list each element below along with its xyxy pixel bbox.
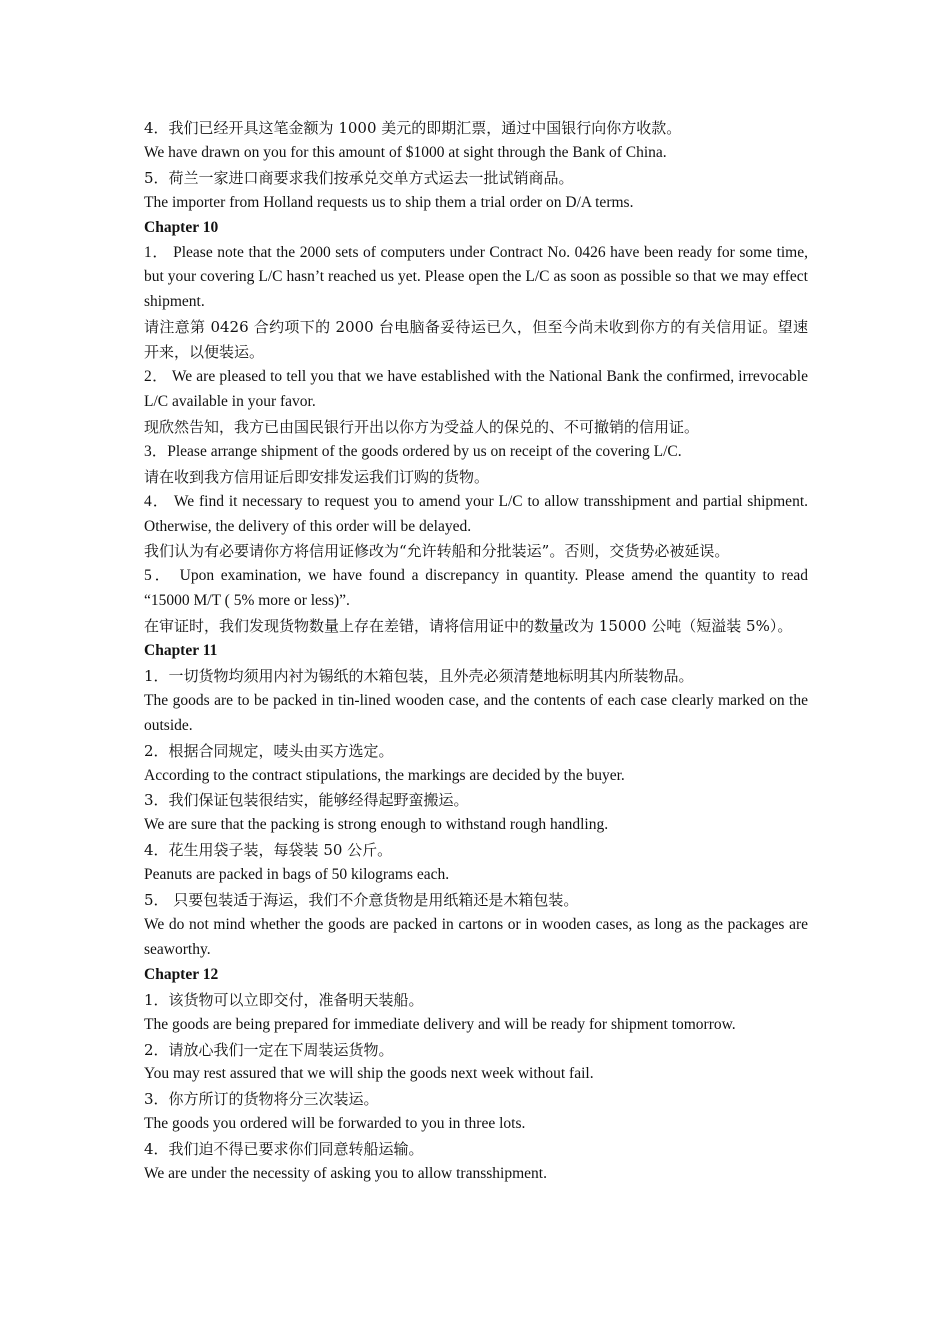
paragraph-ch12-2-zh: 2．请放心我们一定在下周装运货物。 [144,1040,394,1059]
document-page [144,116,808,1187]
paragraph-ch12-4-zh: 4．我们迫不得已要求你们同意转船运输。 [144,1140,424,1159]
paragraph-ch11-3-zh: 3．我们保证包装很结实，能够经得起野蛮搬运。 [144,791,469,810]
paragraph-ch10-3-en: 3．Please arrange shipment of the goods ordered by us on receipt of the covering L/C. [144,442,682,460]
paragraph-ch10-5-zh: 在审证时，我们发现货物数量上存在差错，请将信用证中的数量改为 15000 公吨（短溢装 5%）。 [144,617,793,636]
paragraph-ch11-1-en: The goods are to be packed in tin-lined wooden case, and the contents of each case clearly marked on the outside. [144,691,808,734]
chapter-10-heading: Chapter 10 [144,218,219,236]
paragraph-ch10-3-zh: 请在收到我方信用证后即安排发运我们订购的货物。 [144,467,490,486]
paragraph-ch10-5-en: 5． Upon examination, we have found a discrepancy in quantity. Please amend the quantity to read “15000 M/T ( 5% more or less)”. [144,567,808,610]
paragraph-ch10-2-zh: 现欣然告知，我方已由国民银行开出以你方为受益人的保兑的、不可撤销的信用证。 [144,417,700,436]
paragraph-ch10-4-en: 4． We find it necessary to request you to amend your L/C to allow transshipment and partial shipment. Otherwise, the delivery of this order will be delayed. [144,492,808,535]
paragraph-ch10-1-en: 1． Please note that the 2000 sets of computers under Contract No. 0426 have been ready for some time, but your covering L/C hasn’t reached us yet. Please open the L/C as soon as possible so that we may effect shipment. [144,243,808,311]
paragraph-ch10-2-en: 2． We are pleased to tell you that we have established with the National Bank the confirmed, irrevocable L/C available in your favor. [144,368,808,410]
chapter-12-heading: Chapter 12 [144,965,219,983]
paragraph-ch9-5-zh: 5．荷兰一家进口商要求我们按承兑交单方式运去一批试销商品。 [144,168,574,187]
paragraph-ch12-1-en: The goods are being prepared for immediate delivery and will be ready for shipment tomorrow. [144,1015,736,1033]
paragraph-ch12-3-zh: 3．你方所订的货物将分三次装运。 [144,1090,379,1109]
paragraph-ch11-2-zh: 2．根据合同规定，唛头由买方选定。 [144,741,394,760]
paragraph-ch12-1-zh: 1．该货物可以立即交付，准备明天装船。 [144,990,424,1009]
paragraph-ch12-4-en: We are under the necessity of asking you to allow transshipment. [144,1165,547,1183]
paragraph-ch11-5-zh: 5． 只要包装适于海运，我们不介意货物是用纸箱还是木箱包装。 [144,891,579,910]
paragraph-ch12-2-en: You may rest assured that we will ship the goods next week without fail. [144,1065,594,1083]
chapter-11-heading: Chapter 11 [144,642,218,660]
paragraph-ch11-4-zh: 4．花生用袋子装，每袋装 50 公斤。 [144,841,393,860]
paragraph-ch9-5-en: The importer from Holland requests us to ship them a trial order on D/A terms. [144,193,634,211]
paragraph-ch11-2-en: According to the contract stipulations, the markings are decided by the buyer. [144,766,625,784]
paragraph-ch11-1-zh: 1．一切货物均须用内衬为锡纸的木箱包装，且外壳必须清楚地标明其内所装物品。 [144,666,694,685]
paragraph-ch12-3-en: The goods you ordered will be forwarded to you in three lots. [144,1115,526,1133]
paragraph-ch11-3-en: We are sure that the packing is strong enough to withstand rough handling. [144,816,609,834]
paragraph-ch11-5-en: We do not mind whether the goods are packed in cartons or in wooden cases, as long as the packages are seaworthy. [144,916,808,958]
paragraph-ch9-4-en: We have drawn on you for this amount of $1000 at sight through the Bank of China. [144,143,667,161]
paragraph-ch10-4-zh: 我们认为有必要请你方将信用证修改为“允许转船和分批装运”。否则，交货势必被延误。 [144,542,730,561]
paragraph-ch9-4-zh: 4．我们已经开具这笔金额为 1000 美元的即期汇票，通过中国银行向你方收款。 [144,119,682,137]
paragraph-ch10-1-zh: 请注意第 0426 合约项下的 2000 台电脑备妥待运已久，但至今尚未收到你方的有关信用证。望速开来，以便装运。 [144,318,808,362]
paragraph-ch11-4-en: Peanuts are packed in bags of 50 kilograms each. [144,866,450,884]
